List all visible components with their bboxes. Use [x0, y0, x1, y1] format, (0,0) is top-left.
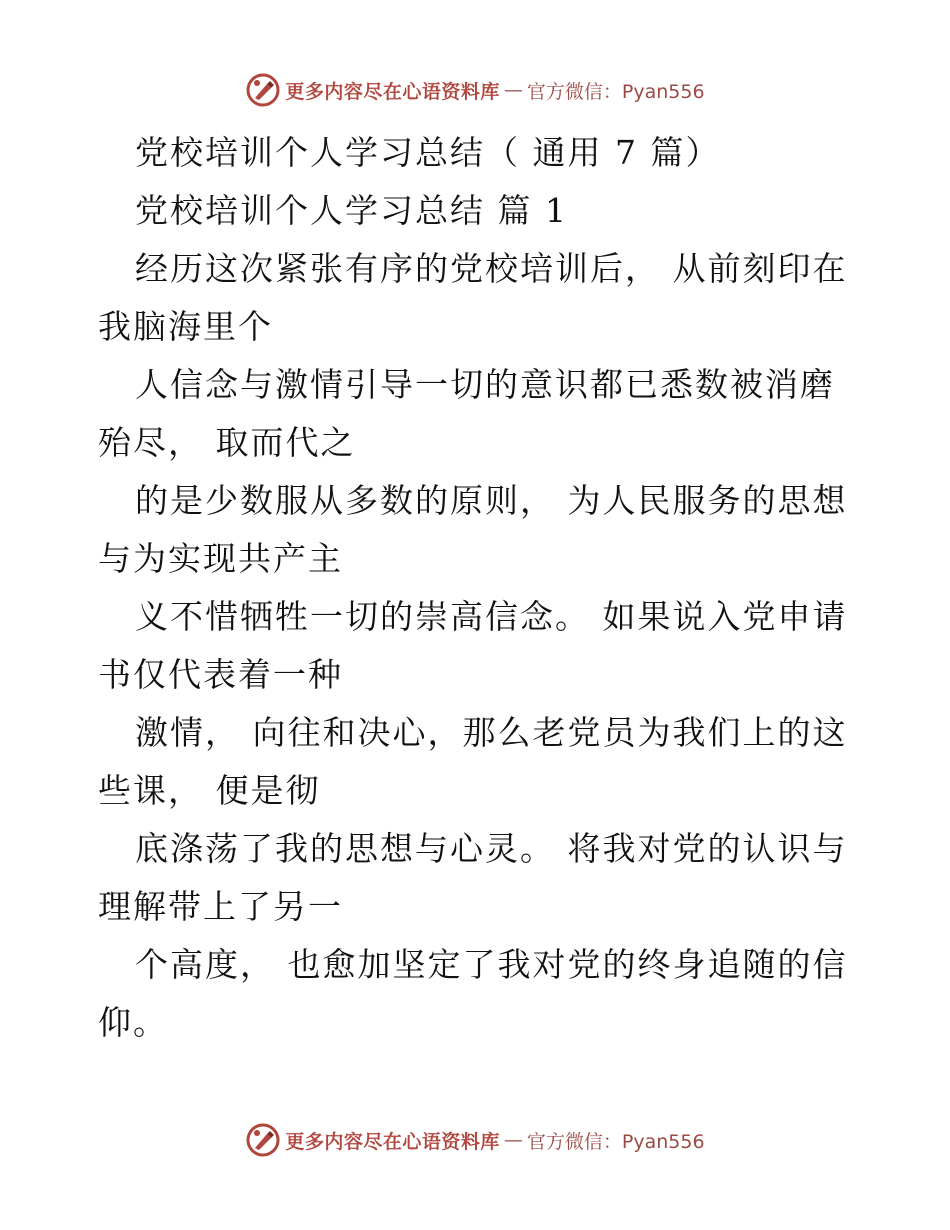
- pen-logo-icon: [245, 72, 281, 108]
- watermark-wechat: 官方微信：Pyan556: [526, 80, 705, 103]
- paragraph-line: 底涤荡了我的思想与心灵。 将我对党的认识与理解带上了另一: [98, 829, 848, 926]
- header-watermark: [0, 70, 950, 110]
- paragraph-line: 义不惜牺牲一切的崇高信念。 如果说入党申请书仅代表着一种: [98, 597, 848, 694]
- footer-watermark: [0, 1120, 950, 1160]
- watermark-brand: 更多内容尽在心语资料库: [285, 80, 500, 103]
- paragraph-line: 激情， 向往和决心，那么老党员为我们上的这些课， 便是彻: [98, 713, 848, 810]
- document-title: 党校培训个人学习总结（ 通用 7 篇）: [135, 133, 721, 172]
- paragraph-line: 个高度， 也愈加坚定了我对党的终身追随的信仰。: [98, 945, 848, 1042]
- watermark-separator: —: [503, 1129, 523, 1151]
- watermark-separator: —: [503, 79, 523, 101]
- paragraph-line: 经历这次紧张有序的党校培训后， 从前刻印在我脑海里个: [98, 249, 848, 346]
- pen-logo-icon: [245, 1122, 281, 1158]
- watermark-wechat: 官方微信：Pyan556: [526, 1130, 705, 1153]
- paragraph-line: 的是少数服从多数的原则， 为人民服务的思想与为实现共产主: [98, 481, 848, 578]
- paragraph-line: 人信念与激情引导一切的意识都已悉数被消磨殆尽， 取而代之: [98, 365, 835, 462]
- document-body: [98, 124, 858, 1052]
- watermark-brand: 更多内容尽在心语资料库: [285, 1130, 500, 1153]
- section-title: 党校培训个人学习总结 篇 1: [135, 191, 568, 230]
